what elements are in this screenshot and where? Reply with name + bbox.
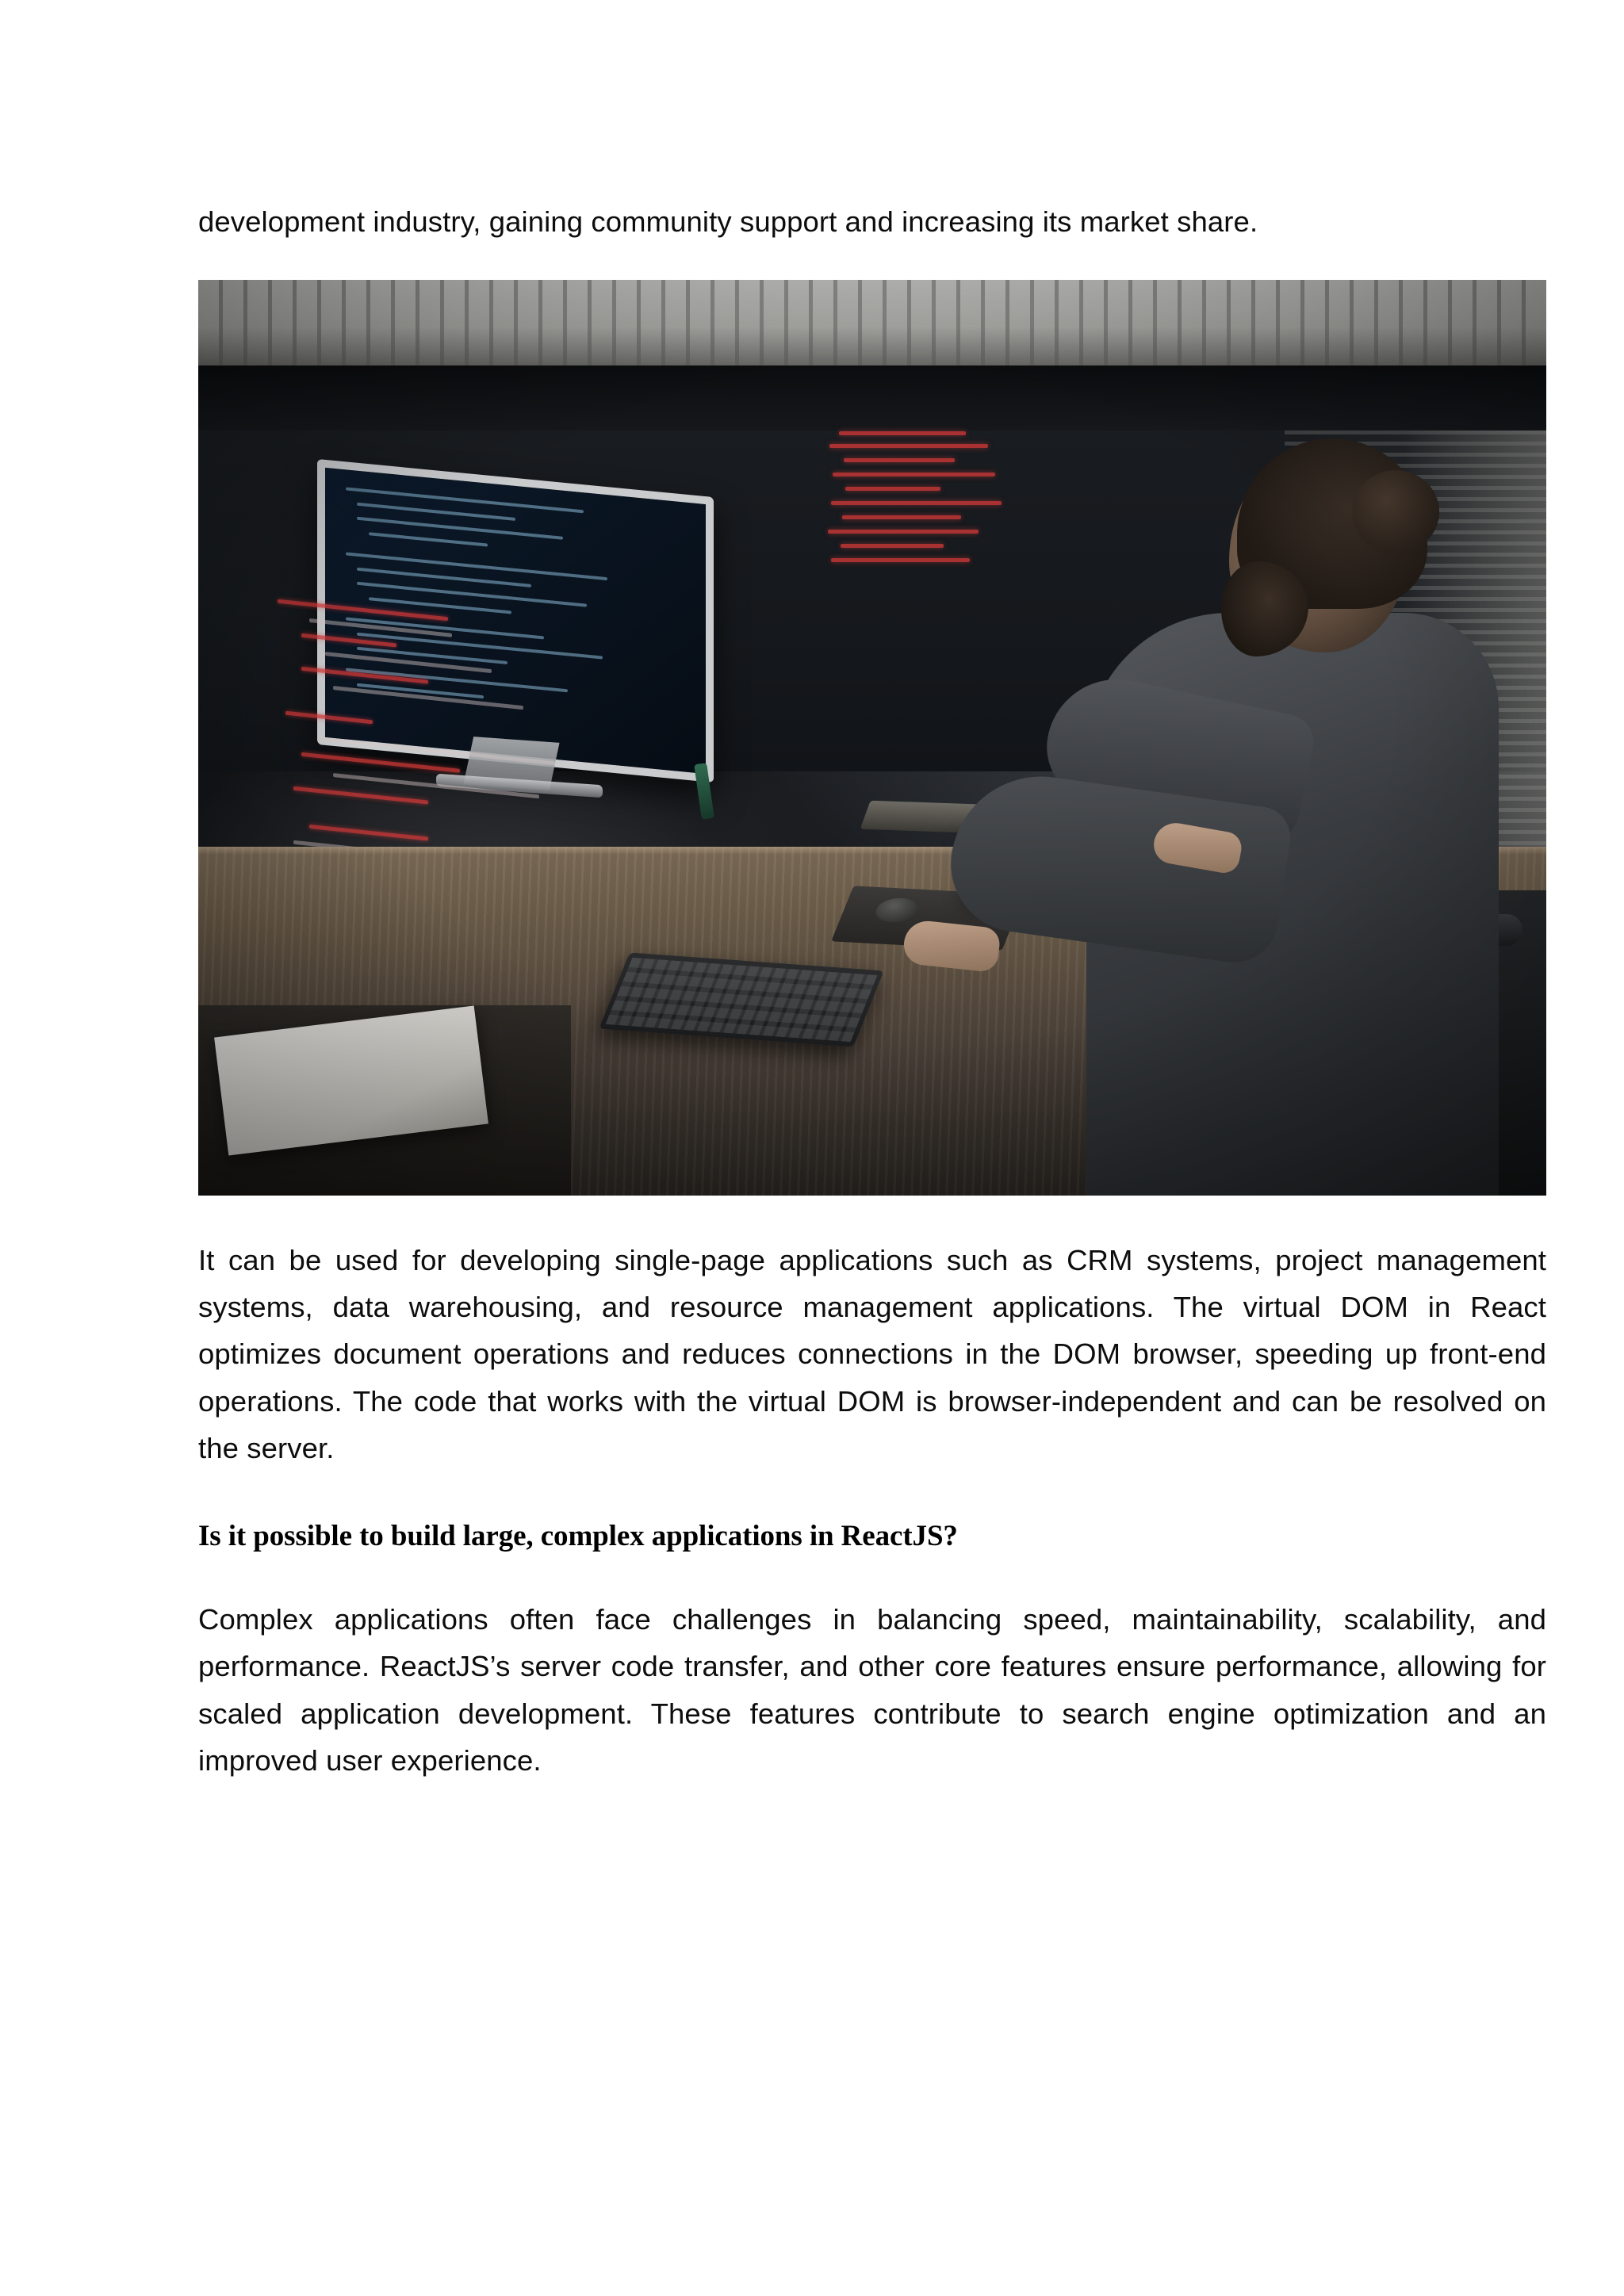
photo-scene bbox=[198, 280, 1546, 1196]
ceiling-shadow bbox=[198, 365, 1546, 430]
paragraph-intro: development industry, gaining community support and increasing its market share. bbox=[198, 205, 1258, 238]
ceiling-panels bbox=[198, 280, 1546, 365]
person-hair-bun bbox=[1352, 470, 1439, 553]
section-subheading: Is it possible to build large, complex applications in ReactJS? bbox=[198, 1519, 958, 1552]
paragraph-usecases: It can be used for developing single-page applications such as CRM systems, project management systems, data warehousing, and resource management applications. The virtual DOM in React optimizes document operations and reduces connections in the DOM browser, speeding up front-end operations. The code that works with the virtual DOM is browser-independent and can be resolved on the server. bbox=[198, 1244, 1546, 1464]
holographic-meta-tags bbox=[825, 427, 1031, 593]
figure-developer-at-desk bbox=[198, 280, 1546, 1196]
document-body bbox=[198, 198, 1546, 1784]
paragraph-complex-apps: Complex applications often face challenges in balancing speed, maintainability, scalability, and performance. ReactJS’s server code transfer, and other core features ensure performance, allowing for scaled application development. These features contribute to search engine optimization and an improved user experience. bbox=[198, 1603, 1546, 1777]
